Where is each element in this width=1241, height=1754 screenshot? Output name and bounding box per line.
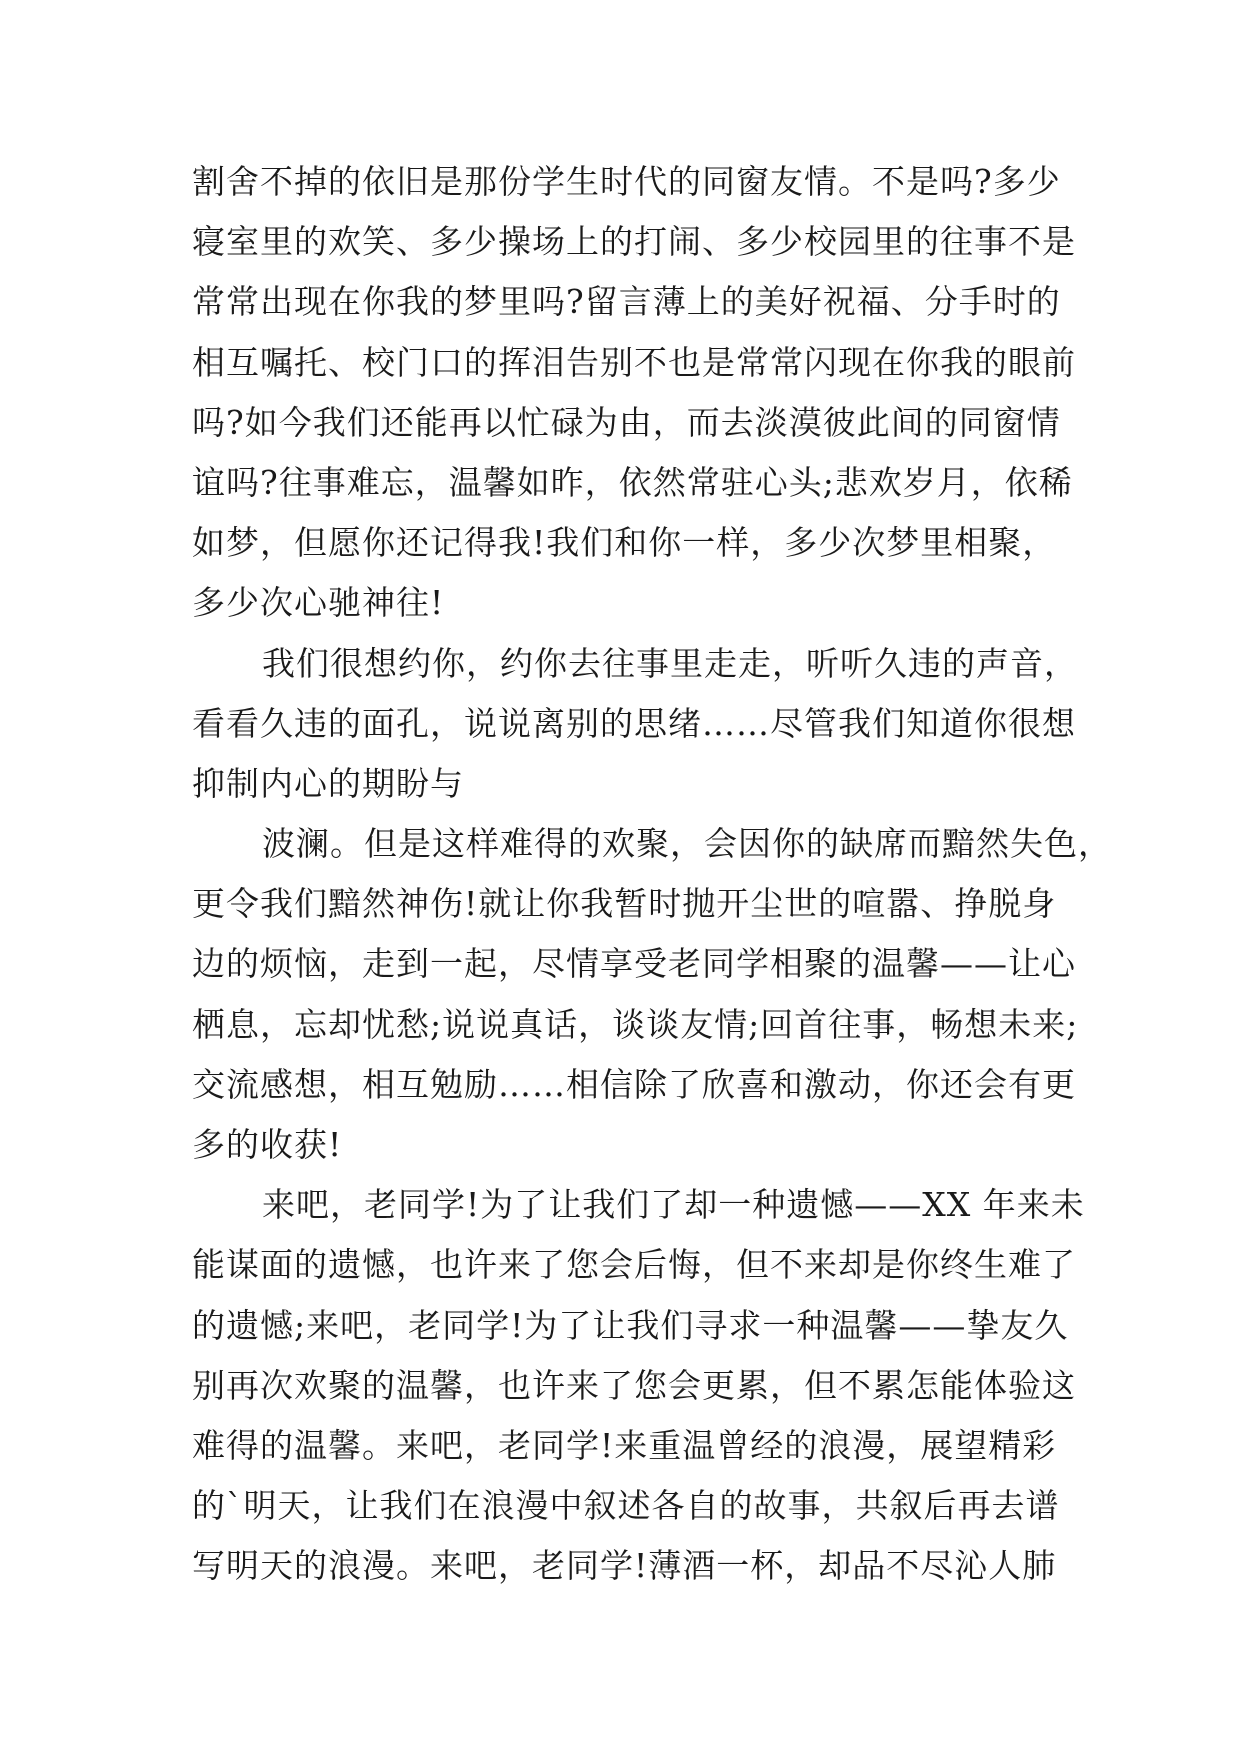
text-line: 栖息，忘却忧愁;说说真话，谈谈友情;回首往事，畅想未来; (192, 1004, 1079, 1044)
text-line: 能谋面的遗憾，也许来了您会后悔，但不来却是你终生难了 (192, 1245, 1076, 1285)
paragraph-first-line: 我们很想约你，约你去往事里走走，听听久违的声音， (262, 643, 1078, 683)
text-line: 谊吗?往事难忘，温馨如昨，依然常驻心头;悲欢岁月，依稀 (192, 462, 1073, 502)
text-line: 交流感想，相互勉励……相信除了欣喜和激动，你还会有更 (192, 1064, 1076, 1104)
document-body (192, 152, 1112, 1597)
text-line: 如梦，但愿你还记得我!我们和你一样，多少次梦里相聚， (192, 523, 1057, 563)
text-line: 的`明天，让我们在浪漫中叙述各自的故事，共叙后再去谱 (192, 1486, 1060, 1526)
text-line: 割舍不掉的依旧是那份学生时代的同窗友情。不是吗?多少 (192, 162, 1061, 201)
text-line: 常常出现在你我的梦里吗?留言薄上的美好祝福、分手时的 (192, 282, 1061, 322)
text-line: 难得的温馨。来吧，老同学!来重温曾经的浪漫，展望精彩 (192, 1425, 1057, 1465)
text-line: 写明天的浪漫。来吧，老同学!薄酒一杯，却品不尽沁人肺 (192, 1546, 1057, 1586)
text-line: 别再次欢聚的温馨，也许来了您会更累，但不累怎能体验这 (192, 1365, 1076, 1405)
paragraph-first-line: 波澜。但是这样难得的欢聚，会因你的缺席而黯然失色， (262, 824, 1112, 864)
text-line: 抑制内心的期盼与 (192, 763, 464, 803)
text-line: 边的烦恼，走到一起，尽情享受老同学相聚的温馨——让心 (192, 944, 1076, 984)
text-line: 多的收获! (192, 1125, 343, 1164)
text-line: 相互嘱托、校门口的挥泪告别不也是常常闪现在你我的眼前 (192, 342, 1076, 382)
text-line: 吗?如今我们还能再以忙碌为由，而去淡漠彼此间的同窗情 (192, 402, 1061, 442)
paragraph-first-line: 来吧，老同学!为了让我们了却一种遗憾——XX 年来未 (262, 1185, 1085, 1225)
text-line: 的遗憾;来吧，老同学!为了让我们寻求一种温馨——挚友久 (192, 1305, 1069, 1345)
text-line: 看看久违的面孔，说说离别的思绪……尽管我们知道你很想 (192, 703, 1076, 743)
text-line: 多少次心驰神往! (192, 583, 445, 623)
text-line: 寝室里的欢笑、多少操场上的打闹、多少校园里的往事不是 (192, 222, 1076, 262)
text-line: 更令我们黯然神伤!就让你我暂时抛开尘世的喧嚣、挣脱身 (192, 884, 1057, 924)
